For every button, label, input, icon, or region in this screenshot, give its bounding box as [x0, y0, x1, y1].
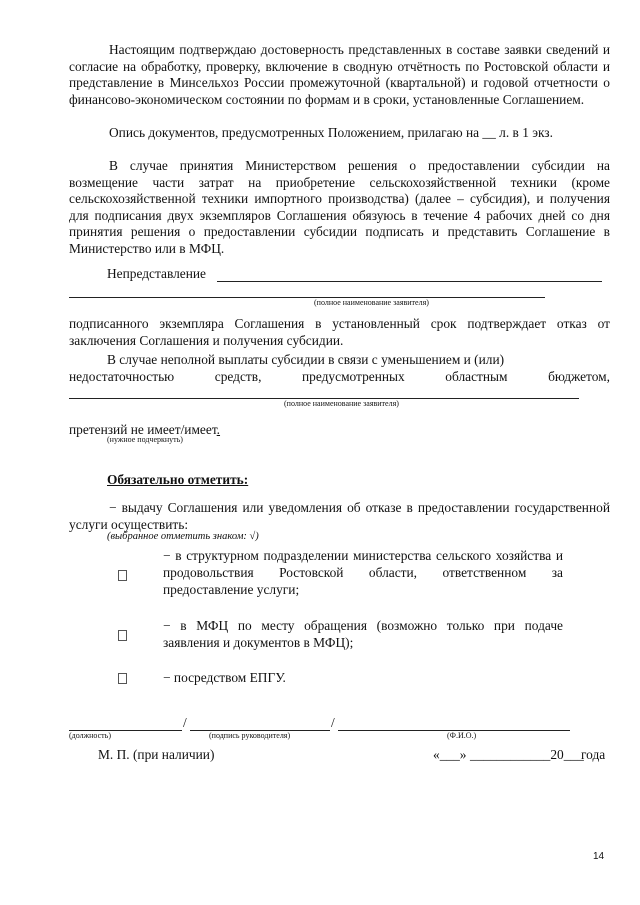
- paragraph-confirmation: Настоящим подтверждаю достоверность представленных в составе заявки сведений и согласие на обработку, проверку, включение в сводную отчётность по Ростовской области и представление в Минсельхоз России промежуточной (квартальной) и годовой отчетности о финансово-экономическом состоянии по формам и в сроки, установленные Соглашением.: [69, 42, 610, 107]
- mark-intro: − выдачу Соглашения или уведомления об отказе в предоставлении государственной услуги осуществить:: [69, 500, 610, 532]
- mark-heading: Обязательно отметить:: [107, 472, 249, 487]
- option-checkbox[interactable]: [118, 570, 127, 581]
- signature-caption: (подпись руководителя): [209, 731, 291, 740]
- word: предусмотренных: [301, 369, 405, 384]
- word: бюджетом,: [548, 369, 610, 384]
- applicant-name-line-2: [69, 297, 545, 298]
- stamp-label: М. П. (при наличии): [98, 747, 215, 762]
- name-caption: (Ф.И.О.): [447, 731, 477, 740]
- date-day: «___»: [433, 747, 467, 762]
- option-checkbox[interactable]: [118, 673, 127, 684]
- applicant-name-caption: (полное наименование заявителя): [314, 298, 429, 307]
- applicant-name-caption-2: (полное наименование заявителя): [284, 399, 399, 408]
- page-number: 14: [593, 851, 605, 862]
- slash: /: [331, 715, 335, 730]
- claims-caption: (нужное подчеркнуть): [107, 435, 183, 444]
- paragraph-subsidy-decision: В случае принятия Министерством решения о предоставлении субсидии на возмещение части затрат на приобретение сельскохозяйственной техники (кроме сельскохозяйственной техники импортного производства) (далее – субсидия), и получения для подписания двух экземпляров Соглашения обязуюсь в течение 4 рабочих дней со дня принятия решения о предоставлении субсидии подписать и представить Соглашение в Министерство или в МФЦ.: [69, 158, 610, 256]
- paragraph-inventory: Опись документов, предусмотренных Положением, прилагаю на __ л. в 1 экз.: [109, 125, 553, 140]
- applicant-name-line-1: [217, 281, 602, 282]
- non-submission-label: Непредставление: [107, 266, 207, 281]
- date-suffix: года: [581, 747, 606, 762]
- position-caption: (должность): [69, 731, 111, 740]
- claims-text: претензий не имеет/имеет.: [69, 422, 221, 437]
- word: недостаточностью: [69, 369, 175, 384]
- word: средств,: [214, 369, 262, 384]
- option-ministry-label: − в структурном подразделении министерства сельского хозяйства и продовольствия Ростовской области, ответственном за предоставление услуги;: [163, 548, 563, 597]
- slash: /: [183, 715, 187, 730]
- option-epgu-label: − посредством ЕПГУ.: [163, 670, 286, 685]
- option-checkbox[interactable]: [118, 630, 127, 641]
- claims-dot: .: [216, 422, 221, 437]
- mark-hint: (выбранное отметить знаком: √): [107, 531, 259, 542]
- date-month-year: ____________20___: [470, 747, 584, 762]
- partial-payment-line-2: [69, 369, 610, 385]
- option-mfc-label: − в МФЦ по месту обращения (возможно только при подаче заявления и документов в МФЦ);: [163, 618, 563, 650]
- paragraph-partial-payment: В случае неполной выплаты субсидии в связи с уменьшением и (или): [107, 352, 505, 367]
- word: областным: [445, 369, 508, 384]
- paragraph-refusal: подписанного экземпляра Соглашения в установленный срок подтверждает отказ от заключения Соглашения и получения субсидии.: [69, 316, 610, 348]
